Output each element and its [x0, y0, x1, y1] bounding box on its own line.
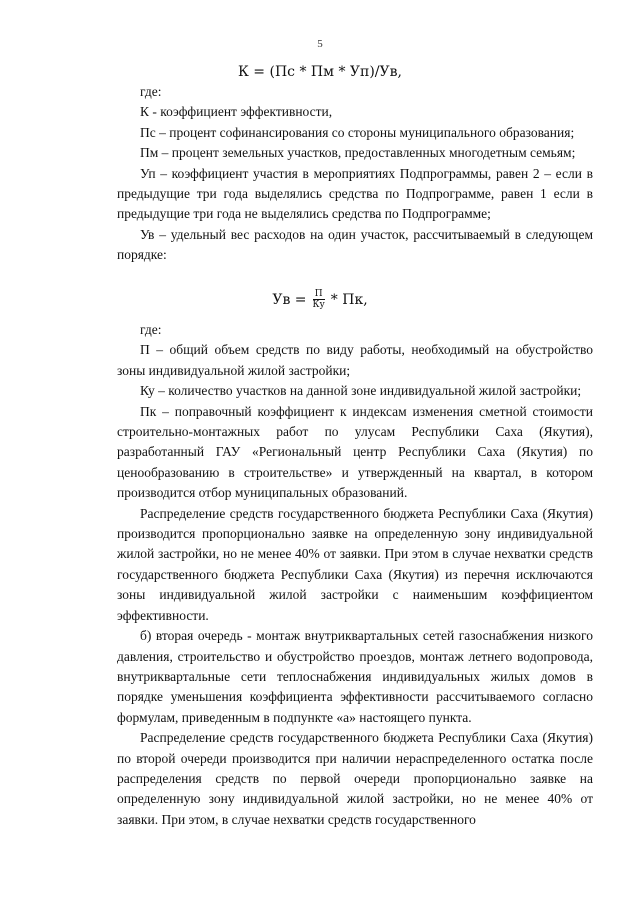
paragraph: Пк – поправочный коэффициент к индексам изменения сметной стоимости строительно-монтажных работ по улусам Республики Саха (Якутия), разработанный ГАУ «Региональный центр Республики Саха (Якутия) по ценообразованию в строительстве» и утвержденный на квартал, в котором производится отбор муниципальных образований. [117, 403, 593, 501]
fraction-numerator: П [314, 289, 323, 299]
paragraph: П – общий объем средств по виду работы, необходимый на обустройство зоны индивидуальной жилой застройки; [117, 342, 593, 378]
paragraph: б) вторая очередь - монтаж внутриквартальных сетей газоснабжения низкого давления, строительство и обустройство проездов, монтаж летнего водопровода, внутриквартальные сети теплоснабжения индивидуальных жилых домов в порядке уменьшения коэффициента эффективности рассчитываемого согласно формулам, приведенным в подпункте «а» настоящего пункта. [117, 628, 593, 725]
paragraph: Распределение средств государственного бюджета Республики Саха (Якутия) по второй очереди производится при наличии нераспределенного остатка после распределения средств по первой очереди пропорционально заявке на определенную зону индивидуальной жилой застройки, но не менее 40% от заявки. При этом, в случае нехватки средств государственного [117, 730, 593, 827]
text-block-1 [117, 82, 593, 266]
paragraph: Пм – процент земельных участков, предоставленных многодетным семьям; [140, 145, 576, 161]
efficiency-formula: К = (Пс * Пм * Уп)/Ув, [238, 64, 402, 80]
formula-rhs: * Пк, [330, 291, 368, 308]
text-block-2 [117, 320, 593, 830]
paragraph: где: [140, 322, 162, 337]
page-number: 5 [317, 38, 323, 50]
weight-formula [0, 289, 640, 310]
paragraph: Уп – коэффициент участия в мероприятиях Подпрограммы, равен 2 – если в предыдущие три года выделялись средства по Подпрограмме, равен 1 если в предыдущие три года не выделялись средства по Подпрограмме; [117, 165, 593, 222]
paragraph: К - коэффициент эффективности, [140, 104, 333, 120]
paragraph: Пс – процент софинансирования со стороны муниципального образования; [140, 124, 575, 140]
paragraph: Распределение средств государственного бюджета Республики Саха (Якутия) производится пропорционально заявке на определенную зону индивидуальной жилой застройки, но не менее 40% от заявки. При этом в случае нехватки средств государственного бюджета Республики Саха (Якутия) из перечня исключаются зоны индивидуальной жилой застройки с наименьшим коэффициентом эффективности. [117, 505, 593, 623]
paragraph: Ув – удельный вес расходов на один участок, рассчитываемый в следующем порядке: [117, 226, 593, 263]
formula-fraction [311, 289, 327, 310]
fraction-denominator: Ку [312, 300, 325, 310]
paragraph: Ку – количество участков на данной зоне индивидуальной жилой застройки; [140, 383, 582, 399]
formula-lhs: Ув = [272, 291, 307, 308]
paragraph: где: [140, 84, 162, 99]
